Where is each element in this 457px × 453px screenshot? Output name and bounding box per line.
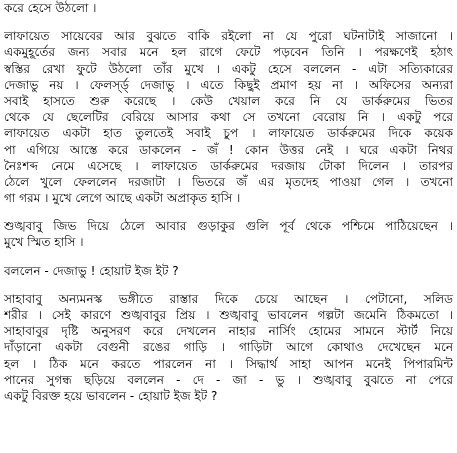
text-line: গা গরম । মুখে লেগে আছে একটা অপ্রাকৃত হাসি ।: [4, 191, 241, 206]
text-line: থেকে যে ছেলেটির বেরিয়ে আসার কথা সে তখনো বেরোয় নি । একটু পরে: [4, 110, 453, 125]
paragraph-shunkhababu: [4, 218, 453, 250]
text-line: লাফায়েত সায়েবের আর বুঝতে বাকি রইলো না যে পুরো ঘটনাটাই সাজানো ।: [4, 29, 453, 44]
text-line: সাহাবাবুর দৃষ্টি অনুসরণ করে দেখলেন নাহার নার্সিং হোমের সামনে স্টার্ট নিয়ে: [4, 324, 453, 339]
text-line: বললেন - দেজাভু ! হোয়াট ইজ ইট ?: [4, 263, 179, 278]
text-line: পা এগিয়ে আস্তে করে ডাকলেন - জঁ ! কোন উত্তর নেই । ঘরে একটা নিথর: [4, 142, 453, 157]
text-line: মুখে স্মিত হাসি ।: [4, 235, 84, 250]
text-line: লাফায়েত একটা হাত তুলতেই সবাই চুপ । লাফায়েত ডার্করুমের দিকে কয়েক: [4, 126, 453, 141]
paragraph-gap: [4, 206, 453, 218]
text-line: শুঙ্খবাবু জিভ দিয়ে ঠেলে আবার গুড়াকুর গুলি পূর্ব থেকে পশ্চিমে পাঠিয়েছেন ।: [4, 219, 453, 234]
text-line: একমুহূর্তের জন্য সবার মনে হল রাগে ফেটে পড়বেন তিনি । পরক্ষণেই হঠাৎ: [4, 45, 453, 60]
paragraph-gap: [4, 16, 453, 28]
text-line: পানের সুগন্ধ ছড়িয়ে বললেন - দে - জা - ভু । শুঙ্খবাবু বুঝতে না পেরে: [4, 372, 453, 387]
paragraph-sahababu: [4, 291, 453, 404]
text-line: স্বস্তির রেখা ফুটে উঠলো তাঁর মুখে । একটু হেসে বললেন - এটা সত্যিকারের: [4, 61, 453, 76]
paragraph-gap: [4, 251, 453, 263]
text-line: দেজাভু নয় । ফেলর্স্ড্ দেজাভু । এতে কিছুই প্রমাণ হয় না । অফিসের অন্যরা: [4, 77, 453, 92]
paragraph-lafayette: [4, 28, 453, 206]
text-line: শরীর । সেই কারণে শুঙ্খবাবুর প্রিয় । শুঙ্খবাবু ভাবলেন গল্পটা জমেনি ঠিকমতো ।: [4, 308, 453, 322]
text-line: সাহাবাবু অন্যমনস্ক ভঙ্গীতে রাস্তার দিকে চেয়ে আছেন । পেটানো, সলিড: [4, 291, 453, 306]
text-line: করে হেসে উঠলো ।: [4, 1, 97, 15]
paragraph-opening: [4, 0, 453, 16]
text-line: একটু বিরক্ত হয়ে ভাবলেন - হোয়াট ইজ ইট ?: [4, 388, 218, 403]
text-line: দাঁড়ানো একটা বেগুনী রঙের গাড়ি । গাড়িটা আগে কোথাও দেখেছেন মনে: [4, 340, 453, 355]
text-line: হল । ঠিক মনে করতে পারলেন না । সিদ্ধার্থ সাহা আপন মনেই পিপারমিন্ট: [4, 356, 453, 371]
text-line: নৈঃশব্দ নেমে এসেছে । লাফায়েত ডার্করুমের দরজায় টোকা দিলেন । তারপর: [4, 158, 453, 173]
text-line: ঠেলে খুলে ফেললেন দরজাটা । ভিতরে জঁ এর মৃতদেহ পাওয়া গেল । তখনো: [4, 174, 453, 189]
paragraph-gap: [4, 279, 453, 291]
paragraph-dialogue: [4, 263, 453, 279]
text-line: সবাই হাসতে শুরু করেছে । কেউ খেয়াল করে নি যে ডার্করুমের ভিতর: [4, 93, 453, 108]
